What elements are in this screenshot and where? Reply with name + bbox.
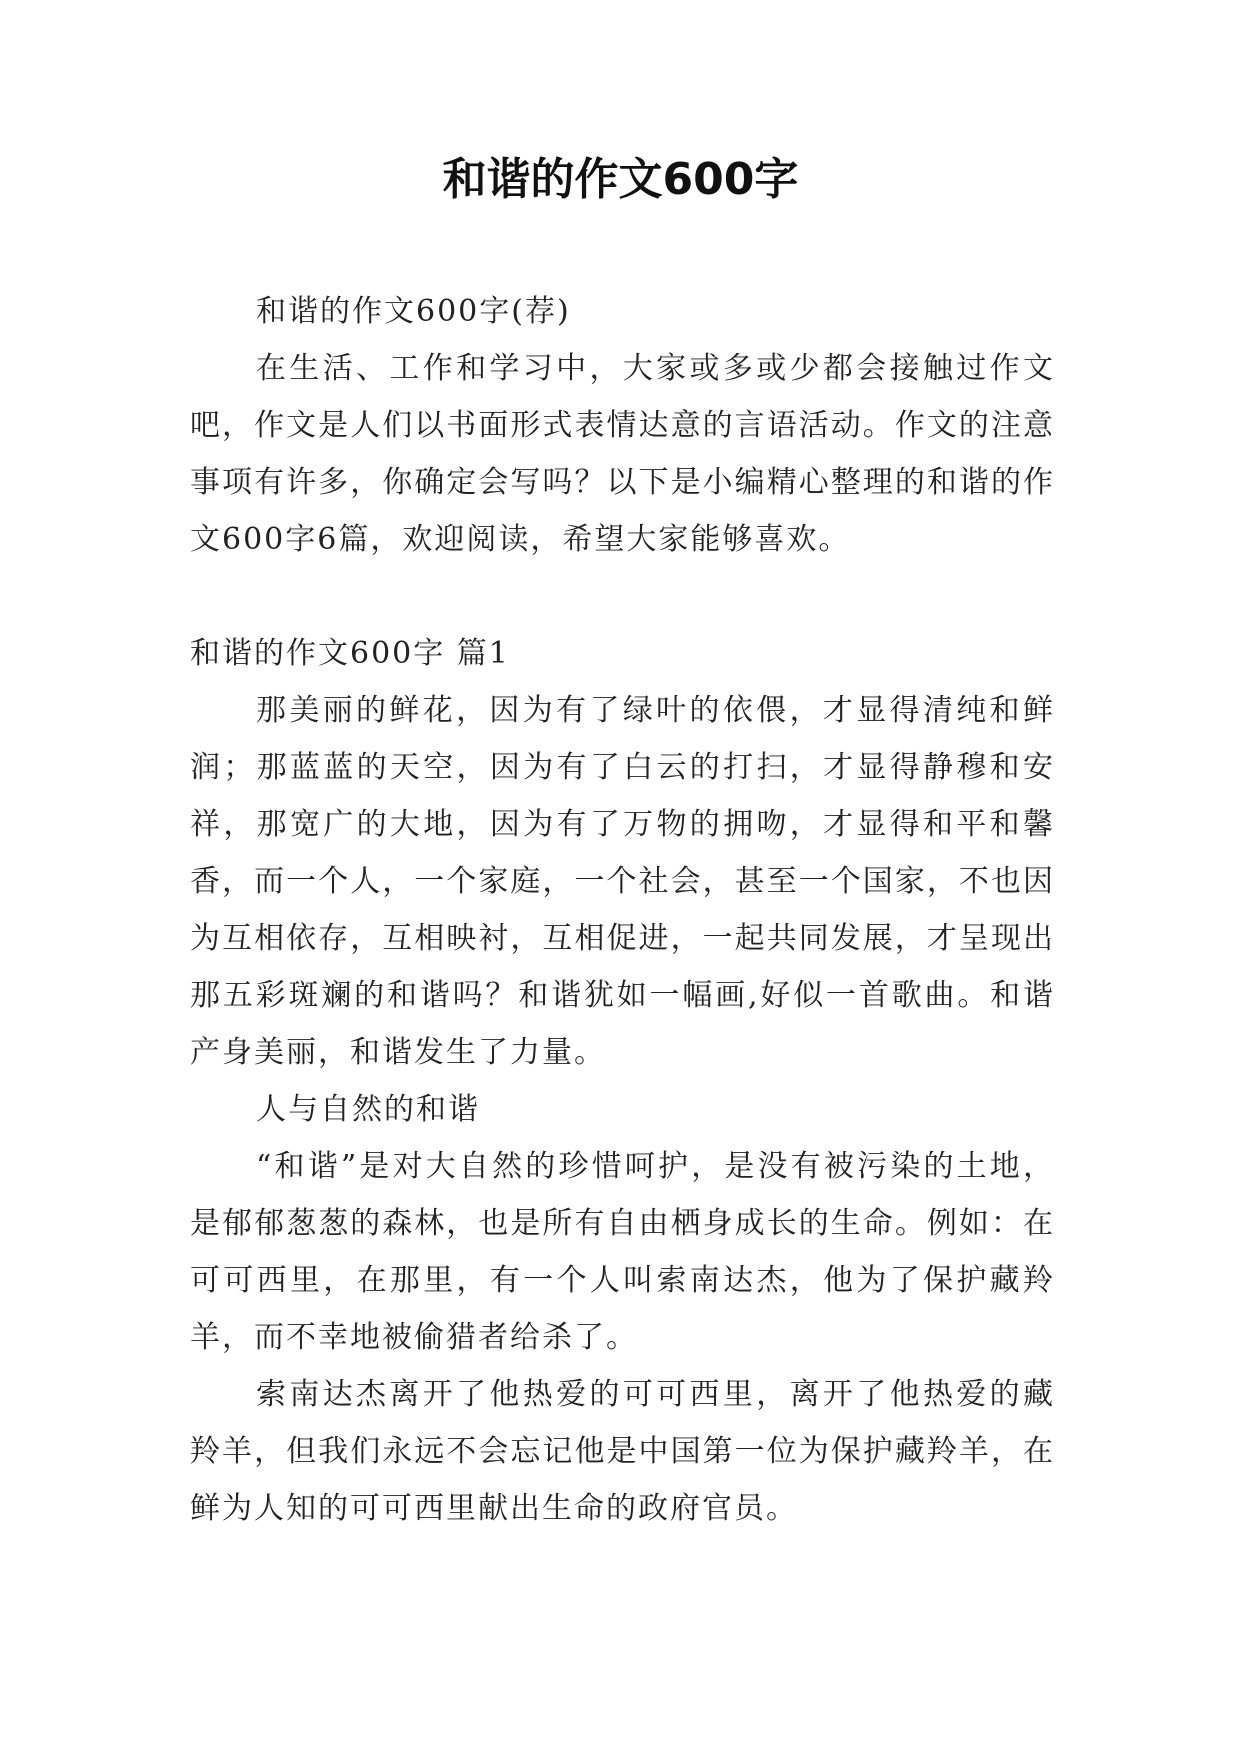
body-paragraph: 那美丽的鲜花，因为有了绿叶的依偎，才显得清纯和鲜润；那蓝蓝的天空，因为有了白云的打扫，才显得静穆和安祥，那宽广的大地，因为有了万物的拥吻，才显得和平和馨香，而一个人，一个家庭，一个社会，甚至一个国家，不也因为互相依存，互相映衬，互相促进，一起共同发展，才呈现出那五彩斑斓的和谐吗？和谐犹如一幅画,好似一首歌曲。和谐产身美丽，和谐发生了力量。 xyxy=(190,693,1055,1070)
body-paragraph: 索南达杰离开了他热爱的可可西里，离开了他热爱的藏羚羊，但我们永远不会忘记他是中国第一位为保护藏羚羊，在鲜为人知的可可西里献出生命的政府官员。 xyxy=(190,1377,1055,1526)
subtitle-paragraph: 和谐的作文600字(荐) xyxy=(256,294,571,329)
subheading-paragraph: 人与自然的和谐 xyxy=(256,1092,480,1127)
document-title: 和谐的作文600字 xyxy=(442,154,799,205)
section-heading: 和谐的作文600字 篇1 xyxy=(190,636,510,671)
body-paragraph: “和谐”是对大自然的珍惜呵护，是没有被污染的土地，是郁郁葱葱的森林，也是所有自由栖身成长的生命。例如：在可可西里，在那里，有一个人叫索南达杰，他为了保护藏羚羊，而不幸地被偷猎者给杀了。 xyxy=(190,1149,1055,1355)
paragraph-spacer xyxy=(190,568,1055,625)
document-body xyxy=(190,283,1055,1537)
intro-paragraph: 在生活、工作和学习中，大家或多或少都会接触过作文吧，作文是人们以书面形式表情达意的言语活动。作文的注意事项有许多，你确定会写吗？以下是小编精心整理的和谐的作文600字6篇，欢迎阅读，希望大家能够喜欢。 xyxy=(190,351,1055,557)
